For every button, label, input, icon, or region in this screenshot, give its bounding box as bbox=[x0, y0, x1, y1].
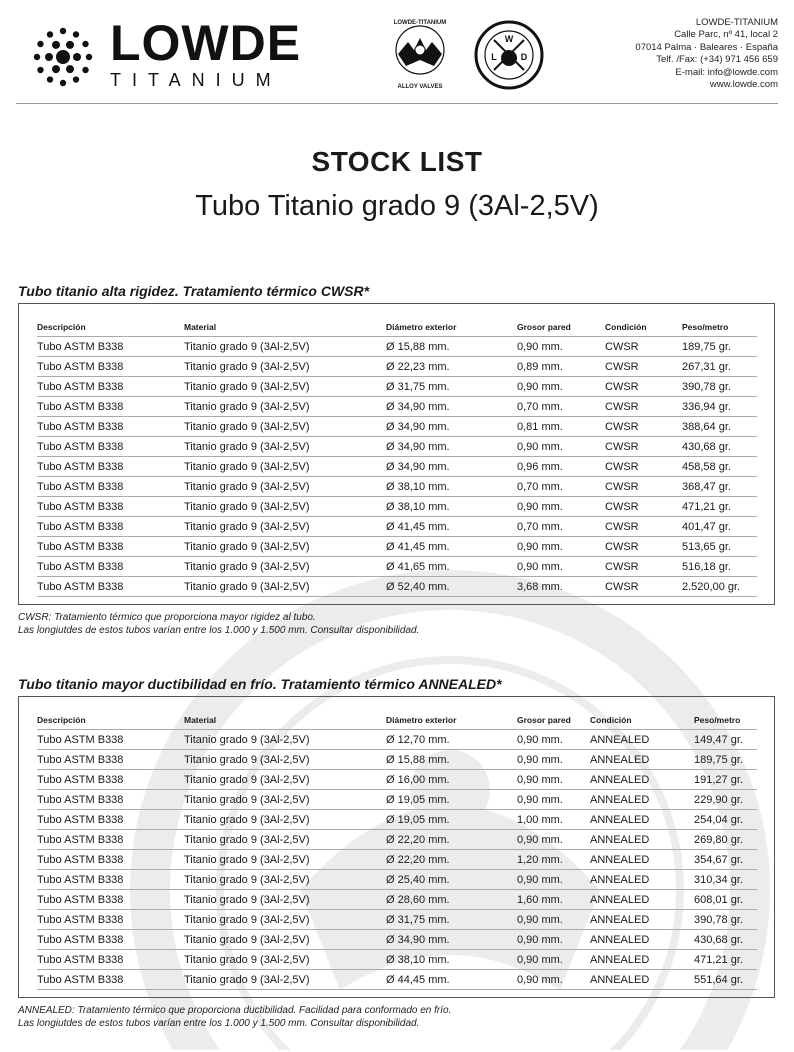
table-cell: 1,20 mm. bbox=[517, 850, 590, 870]
table-cell: 354,67 gr. bbox=[694, 850, 757, 870]
table-cell: CWSR bbox=[605, 517, 682, 537]
company-address bbox=[635, 17, 778, 91]
table-cell: Tubo ASTM B338 bbox=[37, 577, 184, 597]
table-cell: 189,75 gr. bbox=[694, 750, 757, 770]
table-cell: Titanio grado 9 (3Al-2,5V) bbox=[184, 730, 386, 750]
table-row bbox=[37, 930, 757, 950]
table-cell: Ø 34,90 mm. bbox=[386, 930, 517, 950]
column-header: Peso/metro bbox=[694, 711, 757, 730]
table-cell: Ø 15,88 mm. bbox=[386, 337, 517, 357]
table-cell: Ø 19,05 mm. bbox=[386, 810, 517, 830]
table-cell: 430,68 gr. bbox=[694, 930, 757, 950]
table-row bbox=[37, 537, 757, 557]
table-cell: 229,90 gr. bbox=[694, 790, 757, 810]
table-cell: Titanio grado 9 (3Al-2,5V) bbox=[184, 377, 386, 397]
column-header: Descripción bbox=[37, 318, 184, 337]
table-cell: Tubo ASTM B338 bbox=[37, 517, 184, 537]
table-cell: Tubo ASTM B338 bbox=[37, 537, 184, 557]
table-cell: 551,64 gr. bbox=[694, 970, 757, 990]
section-heading-cwsr: Tubo titanio alta rigidez. Tratamiento térmico CWSR* bbox=[18, 283, 370, 299]
table-cell: 1,00 mm. bbox=[517, 810, 590, 830]
seal-bottom-text: ALLOY VALVES bbox=[397, 84, 443, 90]
table-row bbox=[37, 457, 757, 477]
page-subtitle: Tubo Titanio grado 9 (3Al-2,5V) bbox=[195, 190, 599, 222]
table-cell: 390,78 gr. bbox=[694, 910, 757, 930]
table-cell: ANNEALED bbox=[590, 950, 694, 970]
table-cell: Tubo ASTM B338 bbox=[37, 730, 184, 750]
lwd-seal-icon bbox=[474, 20, 544, 90]
alloy-valves-seal-icon bbox=[384, 20, 456, 92]
table-cell: ANNEALED bbox=[590, 830, 694, 850]
table-cell: Tubo ASTM B338 bbox=[37, 357, 184, 377]
column-header: Condición bbox=[605, 318, 682, 337]
table-cell: 267,31 gr. bbox=[682, 357, 757, 377]
table-cell: 2.520,00 gr. bbox=[682, 577, 757, 597]
table-cell: Tubo ASTM B338 bbox=[37, 437, 184, 457]
table-cell: Titanio grado 9 (3Al-2,5V) bbox=[184, 970, 386, 990]
table-cell: Titanio grado 9 (3Al-2,5V) bbox=[184, 537, 386, 557]
table-cell: 0,90 mm. bbox=[517, 830, 590, 850]
table-cell: Tubo ASTM B338 bbox=[37, 397, 184, 417]
table-row bbox=[37, 397, 757, 417]
table-cell: 1,60 mm. bbox=[517, 890, 590, 910]
note-cwsr-lengths: Las longiutdes de estos tubos varían entre los 1.000 y 1.500 mm. Consultar disponibilidad. bbox=[18, 625, 420, 636]
table-cell: 0,90 mm. bbox=[517, 770, 590, 790]
table-cell: Ø 41,45 mm. bbox=[386, 517, 517, 537]
notes-annealed bbox=[18, 1004, 451, 1030]
table-cell: 401,47 gr. bbox=[682, 517, 757, 537]
table-cell: Tubo ASTM B338 bbox=[37, 790, 184, 810]
table-cell: 0,90 mm. bbox=[517, 750, 590, 770]
table-row bbox=[37, 950, 757, 970]
table-cell: Titanio grado 9 (3Al-2,5V) bbox=[184, 870, 386, 890]
table-cell: 0,90 mm. bbox=[517, 870, 590, 890]
table-cell: Ø 34,90 mm. bbox=[386, 417, 517, 437]
table-cell: Ø 12,70 mm. bbox=[386, 730, 517, 750]
table-cell: Titanio grado 9 (3Al-2,5V) bbox=[184, 457, 386, 477]
table-cell: Ø 31,75 mm. bbox=[386, 377, 517, 397]
table-cell: Ø 22,20 mm. bbox=[386, 850, 517, 870]
table-cell: 0,81 mm. bbox=[517, 417, 605, 437]
brand-name: LOWDE bbox=[110, 15, 302, 71]
table-row bbox=[37, 357, 757, 377]
table-cell: Tubo ASTM B338 bbox=[37, 950, 184, 970]
company-website[interactable]: www.lowde.com bbox=[709, 79, 778, 91]
table-cell: Titanio grado 9 (3Al-2,5V) bbox=[184, 577, 386, 597]
table-cell: 0,90 mm. bbox=[517, 537, 605, 557]
table-cell: CWSR bbox=[605, 497, 682, 517]
table-cell: 254,04 gr. bbox=[694, 810, 757, 830]
table-cell: CWSR bbox=[605, 357, 682, 377]
table-cell: 0,90 mm. bbox=[517, 950, 590, 970]
table-cell: Ø 15,88 mm. bbox=[386, 750, 517, 770]
seal-letter-w: W bbox=[504, 34, 514, 44]
table-row bbox=[37, 337, 757, 357]
table-cell: Tubo ASTM B338 bbox=[37, 910, 184, 930]
table-cell: 149,47 gr. bbox=[694, 730, 757, 750]
table-cell: ANNEALED bbox=[590, 810, 694, 830]
table-cell: 513,65 gr. bbox=[682, 537, 757, 557]
table-cell: CWSR bbox=[605, 577, 682, 597]
table-cell: Tubo ASTM B338 bbox=[37, 377, 184, 397]
header-divider bbox=[16, 103, 778, 104]
table-cell: CWSR bbox=[605, 397, 682, 417]
table-cell: Tubo ASTM B338 bbox=[37, 890, 184, 910]
table-cell: Tubo ASTM B338 bbox=[37, 830, 184, 850]
table-cell: CWSR bbox=[605, 477, 682, 497]
table-cell: Titanio grado 9 (3Al-2,5V) bbox=[184, 557, 386, 577]
table-cell: 0,90 mm. bbox=[517, 730, 590, 750]
table-cell: Titanio grado 9 (3Al-2,5V) bbox=[184, 950, 386, 970]
table-row bbox=[37, 790, 757, 810]
table-cell: 269,80 gr. bbox=[694, 830, 757, 850]
table-cell: Tubo ASTM B338 bbox=[37, 557, 184, 577]
table-cell: Ø 38,10 mm. bbox=[386, 477, 517, 497]
table-cell: 0,90 mm. bbox=[517, 557, 605, 577]
table-cell: Tubo ASTM B338 bbox=[37, 810, 184, 830]
table-cell: Titanio grado 9 (3Al-2,5V) bbox=[184, 930, 386, 950]
table-box-annealed bbox=[18, 696, 775, 998]
table-cell: Titanio grado 9 (3Al-2,5V) bbox=[184, 750, 386, 770]
column-header: Grosor pared bbox=[517, 711, 590, 730]
table-cell: 458,58 gr. bbox=[682, 457, 757, 477]
table-cell: Ø 22,20 mm. bbox=[386, 830, 517, 850]
table-cell: ANNEALED bbox=[590, 850, 694, 870]
table-row bbox=[37, 497, 757, 517]
table-cell: Ø 38,10 mm. bbox=[386, 950, 517, 970]
company-email[interactable]: E-mail: info@lowde.com bbox=[675, 66, 778, 78]
table-cell: Ø 34,90 mm. bbox=[386, 397, 517, 417]
table-row bbox=[37, 770, 757, 790]
note-cwsr-definition: CWSR: Tratamiento térmico que proporciona mayor rigidez al tubo. bbox=[18, 612, 316, 623]
table-cell: 336,94 gr. bbox=[682, 397, 757, 417]
table-row bbox=[37, 850, 757, 870]
table-cell: Tubo ASTM B338 bbox=[37, 497, 184, 517]
table-cell: Tubo ASTM B338 bbox=[37, 337, 184, 357]
table-cell: 516,18 gr. bbox=[682, 557, 757, 577]
table-cell: Titanio grado 9 (3Al-2,5V) bbox=[184, 910, 386, 930]
table-cell: ANNEALED bbox=[590, 750, 694, 770]
table-cell: Titanio grado 9 (3Al-2,5V) bbox=[184, 417, 386, 437]
table-cell: Ø 19,05 mm. bbox=[386, 790, 517, 810]
table-cell: Titanio grado 9 (3Al-2,5V) bbox=[184, 770, 386, 790]
table-cell: 310,34 gr. bbox=[694, 870, 757, 890]
table-cell: 0,90 mm. bbox=[517, 930, 590, 950]
table-cell: ANNEALED bbox=[590, 890, 694, 910]
table-cell: 0,96 mm. bbox=[517, 457, 605, 477]
table-cell: Titanio grado 9 (3Al-2,5V) bbox=[184, 397, 386, 417]
column-header: Peso/metro bbox=[682, 318, 757, 337]
table-box-cwsr bbox=[18, 303, 775, 605]
table-row bbox=[37, 730, 757, 750]
table-cell: Tubo ASTM B338 bbox=[37, 750, 184, 770]
column-header: Descripción bbox=[37, 711, 184, 730]
table-cell: Ø 52,40 mm. bbox=[386, 577, 517, 597]
table-row bbox=[37, 557, 757, 577]
table-cell: CWSR bbox=[605, 377, 682, 397]
table-cell: Tubo ASTM B338 bbox=[37, 970, 184, 990]
table-row bbox=[37, 970, 757, 990]
table-cell: Titanio grado 9 (3Al-2,5V) bbox=[184, 810, 386, 830]
column-header: Material bbox=[184, 318, 386, 337]
column-header: Diámetro exterior bbox=[386, 711, 517, 730]
table-cell: 0,90 mm. bbox=[517, 910, 590, 930]
table-cell: 0,70 mm. bbox=[517, 477, 605, 497]
table-cell: 0,70 mm. bbox=[517, 397, 605, 417]
table-cell: Ø 25,40 mm. bbox=[386, 870, 517, 890]
table-cell: Titanio grado 9 (3Al-2,5V) bbox=[184, 790, 386, 810]
table-cell: Tubo ASTM B338 bbox=[37, 870, 184, 890]
table-cell: 0,70 mm. bbox=[517, 517, 605, 537]
note-annealed-definition: ANNEALED: Tratamiento térmico que proporciona ductibilidad. Facilidad para conformado en frío. bbox=[18, 1005, 452, 1016]
table-cell: Tubo ASTM B338 bbox=[37, 457, 184, 477]
table-cell: Tubo ASTM B338 bbox=[37, 477, 184, 497]
table-row bbox=[37, 870, 757, 890]
column-header: Grosor pared bbox=[517, 318, 605, 337]
table-cell: Tubo ASTM B338 bbox=[37, 770, 184, 790]
table-cell: Ø 41,45 mm. bbox=[386, 537, 517, 557]
table-cell: Titanio grado 9 (3Al-2,5V) bbox=[184, 437, 386, 457]
column-header: Diámetro exterior bbox=[386, 318, 517, 337]
table-cell: 471,21 gr. bbox=[694, 950, 757, 970]
table-cell: CWSR bbox=[605, 437, 682, 457]
column-header: Condición bbox=[590, 711, 694, 730]
table-cell: 0,90 mm. bbox=[517, 377, 605, 397]
column-header: Material bbox=[184, 711, 386, 730]
table-row bbox=[37, 830, 757, 850]
seal-top-text: LOWDE-TITANIUM bbox=[393, 20, 447, 26]
brand bbox=[110, 15, 302, 90]
company-street: Calle Parc, nº 41, local 2 bbox=[674, 29, 778, 41]
table-cell: 471,21 gr. bbox=[682, 497, 757, 517]
table-cell: 191,27 gr. bbox=[694, 770, 757, 790]
table-cell: 430,68 gr. bbox=[682, 437, 757, 457]
table-cell: CWSR bbox=[605, 537, 682, 557]
table-cell: 0,90 mm. bbox=[517, 437, 605, 457]
table-cell: Titanio grado 9 (3Al-2,5V) bbox=[184, 497, 386, 517]
table-cell: Ø 16,00 mm. bbox=[386, 770, 517, 790]
table-cell: Titanio grado 9 (3Al-2,5V) bbox=[184, 850, 386, 870]
table-cell: Titanio grado 9 (3Al-2,5V) bbox=[184, 477, 386, 497]
stock-table-annealed bbox=[37, 711, 757, 990]
table-cell: ANNEALED bbox=[590, 770, 694, 790]
table-cell: Titanio grado 9 (3Al-2,5V) bbox=[184, 890, 386, 910]
table-cell: ANNEALED bbox=[590, 790, 694, 810]
table-cell: ANNEALED bbox=[590, 730, 694, 750]
page-title: STOCK LIST bbox=[311, 146, 483, 177]
table-cell: ANNEALED bbox=[590, 930, 694, 950]
table-cell: CWSR bbox=[605, 417, 682, 437]
table-cell: 0,90 mm. bbox=[517, 970, 590, 990]
lowde-logo-icon bbox=[28, 22, 98, 92]
table-cell: Ø 38,10 mm. bbox=[386, 497, 517, 517]
table-cell: Tubo ASTM B338 bbox=[37, 930, 184, 950]
table-row bbox=[37, 577, 757, 597]
table-cell: Titanio grado 9 (3Al-2,5V) bbox=[184, 357, 386, 377]
table-cell: Ø 22,23 mm. bbox=[386, 357, 517, 377]
table-cell: CWSR bbox=[605, 557, 682, 577]
table-cell: Ø 41,65 mm. bbox=[386, 557, 517, 577]
company-city: 07014 Palma · Baleares · España bbox=[635, 41, 778, 53]
company-name: LOWDE-TITANIUM bbox=[695, 17, 778, 28]
table-cell: Titanio grado 9 (3Al-2,5V) bbox=[184, 830, 386, 850]
table-row bbox=[37, 417, 757, 437]
table-cell: CWSR bbox=[605, 457, 682, 477]
table-cell: Titanio grado 9 (3Al-2,5V) bbox=[184, 337, 386, 357]
seal-letter-d: D bbox=[520, 52, 528, 62]
table-cell: 390,78 gr. bbox=[682, 377, 757, 397]
table-cell: Ø 34,90 mm. bbox=[386, 457, 517, 477]
table-cell: Ø 31,75 mm. bbox=[386, 910, 517, 930]
table-cell: 0,90 mm. bbox=[517, 497, 605, 517]
table-cell: Tubo ASTM B338 bbox=[37, 850, 184, 870]
table-row bbox=[37, 377, 757, 397]
table-cell: ANNEALED bbox=[590, 910, 694, 930]
table-row bbox=[37, 750, 757, 770]
table-cell: CWSR bbox=[605, 337, 682, 357]
note-annealed-lengths: Las longiutdes de estos tubos varían entre los 1.000 y 1.500 mm. Consultar disponibilidad. bbox=[18, 1018, 420, 1029]
table-cell: Ø 44,45 mm. bbox=[386, 970, 517, 990]
table-cell: 189,75 gr. bbox=[682, 337, 757, 357]
table-cell: 3,68 mm. bbox=[517, 577, 605, 597]
table-cell: 388,64 gr. bbox=[682, 417, 757, 437]
seal-letter-l: L bbox=[491, 52, 497, 62]
table-cell: Titanio grado 9 (3Al-2,5V) bbox=[184, 517, 386, 537]
table-cell: Ø 34,90 mm. bbox=[386, 437, 517, 457]
table-cell: 0,89 mm. bbox=[517, 357, 605, 377]
table-row bbox=[37, 810, 757, 830]
brand-subtitle: TITANIUM bbox=[110, 70, 282, 90]
table-row bbox=[37, 437, 757, 457]
table-cell: ANNEALED bbox=[590, 970, 694, 990]
table-cell: Ø 28,60 mm. bbox=[386, 890, 517, 910]
table-cell: 0,90 mm. bbox=[517, 790, 590, 810]
table-cell: 608,01 gr. bbox=[694, 890, 757, 910]
table-cell: ANNEALED bbox=[590, 870, 694, 890]
table-row bbox=[37, 910, 757, 930]
stock-table-cwsr bbox=[37, 318, 757, 597]
table-row bbox=[37, 517, 757, 537]
table-row bbox=[37, 890, 757, 910]
table-cell: 368,47 gr. bbox=[682, 477, 757, 497]
table-cell: Tubo ASTM B338 bbox=[37, 417, 184, 437]
notes-cwsr bbox=[18, 611, 419, 637]
section-heading-annealed: Tubo titanio mayor ductibilidad en frío. Tratamiento térmico ANNEALED* bbox=[18, 676, 502, 692]
company-phone: Telf. /Fax: (+34) 971 456 659 bbox=[656, 54, 778, 66]
letterhead bbox=[0, 0, 794, 104]
table-row bbox=[37, 477, 757, 497]
table-cell: 0,90 mm. bbox=[517, 337, 605, 357]
